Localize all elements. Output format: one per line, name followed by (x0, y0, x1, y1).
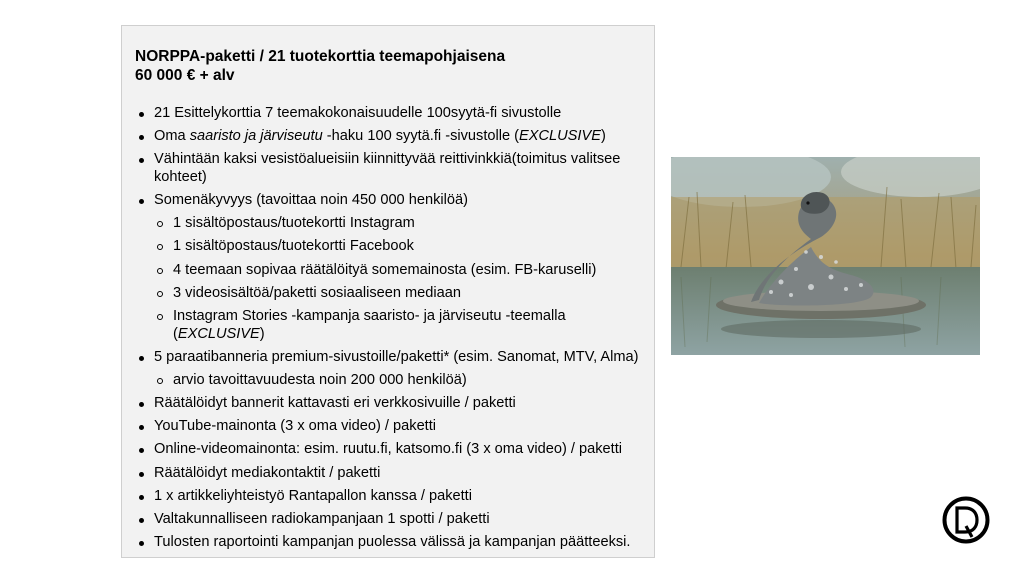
seal-photo (671, 157, 980, 355)
list-item (122, 418, 655, 436)
list-item-text: 4 teemaan sopivaa räätälöityä somemainosta (esim. FB-karuselli) (173, 261, 597, 278)
list-item (122, 488, 655, 506)
d-circle-logo-icon (942, 496, 990, 544)
list-item-text: Räätälöidyt bannerit kattavasti eri verkkosivuille / paketti (154, 395, 516, 412)
list-item-text: arvio tavoittavuudesta noin 200 000 henkilöä) (173, 371, 467, 388)
package-card (121, 25, 655, 558)
list-item (122, 465, 655, 483)
list-item-text: YouTube-mainonta (3 x oma video) / paketti (154, 418, 437, 435)
list-item-text: Oma (154, 128, 190, 145)
sub-list-item (122, 285, 655, 303)
sub-list-item (122, 215, 655, 233)
list-item (122, 151, 655, 186)
list-item-text: 1 sisältöpostaus/tuotekortti Instagram (173, 215, 415, 232)
list-item (122, 511, 655, 529)
list-item-text: Valtakunnalliseen radiokampanjaan 1 spotti / paketti (154, 511, 490, 527)
list-item-text: saaristo ja järviseutu (189, 128, 323, 145)
list-item (122, 534, 655, 552)
list-item (122, 349, 655, 367)
list-item-text: Vähintään kaksi vesistöalueisiin kiinnittyvää reittivinkkiä(toimitus valitsee kohteet) (154, 151, 621, 185)
list-item-text: 3 videosisältöä/paketti sosiaaliseen mediaan (173, 284, 461, 301)
list-item-text: -haku 100 syytä.fi -sivustolle ( (322, 128, 520, 145)
list-item-text: Instagram Stories -kampanja saaristo- ja järviseutu -teemalla ( (173, 308, 566, 342)
package-price: 60 000 € + alv (135, 67, 235, 84)
list-item-text: 5 paraatibanneria premium-sivustoille/paketti* (esim. Sanomat, MTV, Alma) (154, 348, 639, 365)
list-item-text: 1 sisältöpostaus/tuotekortti Facebook (173, 238, 414, 255)
package-title-line1: NORPPA-paketti / 21 tuotekorttia teemapohjaisena (135, 48, 506, 65)
list-item (122, 395, 655, 413)
list-item-text: Tulosten raportointi kampanjan puolessa välissä ja kampanjan päätteeksi. (154, 534, 631, 551)
sub-list-item (122, 238, 655, 256)
seal-image (671, 157, 980, 355)
package-title (135, 47, 505, 85)
list-item-text: Räätälöidyt mediakontaktit / paketti (154, 464, 381, 481)
list-item-text: 1 x artikkeliyhteistyö Rantapallon kanssa / paketti (154, 487, 472, 504)
sub-list-item (122, 308, 655, 343)
list-item (122, 105, 655, 123)
list-item-text: Online-videomainonta: esim. ruutu.fi, katsomo.fi (3 x oma video) / paketti (154, 441, 623, 458)
list-item-text: EXCLUSIVE (519, 128, 601, 145)
list-item (122, 441, 655, 459)
list-item-text: EXCLUSIVE (177, 325, 260, 342)
sub-list-item (122, 372, 655, 390)
list-item-text: ) (259, 325, 265, 342)
list-item-text: ) (600, 128, 606, 145)
list-item (122, 128, 655, 146)
list-item (122, 192, 655, 210)
package-item-list (122, 105, 655, 557)
sub-list-item (122, 262, 655, 280)
list-item-text: 21 Esittelykorttia 7 teemakokonaisuudelle 100syytä-fi sivustolle (154, 105, 562, 121)
list-item-text: Somenäkyvyys (tavoittaa noin 450 000 henkilöä) (154, 192, 468, 209)
